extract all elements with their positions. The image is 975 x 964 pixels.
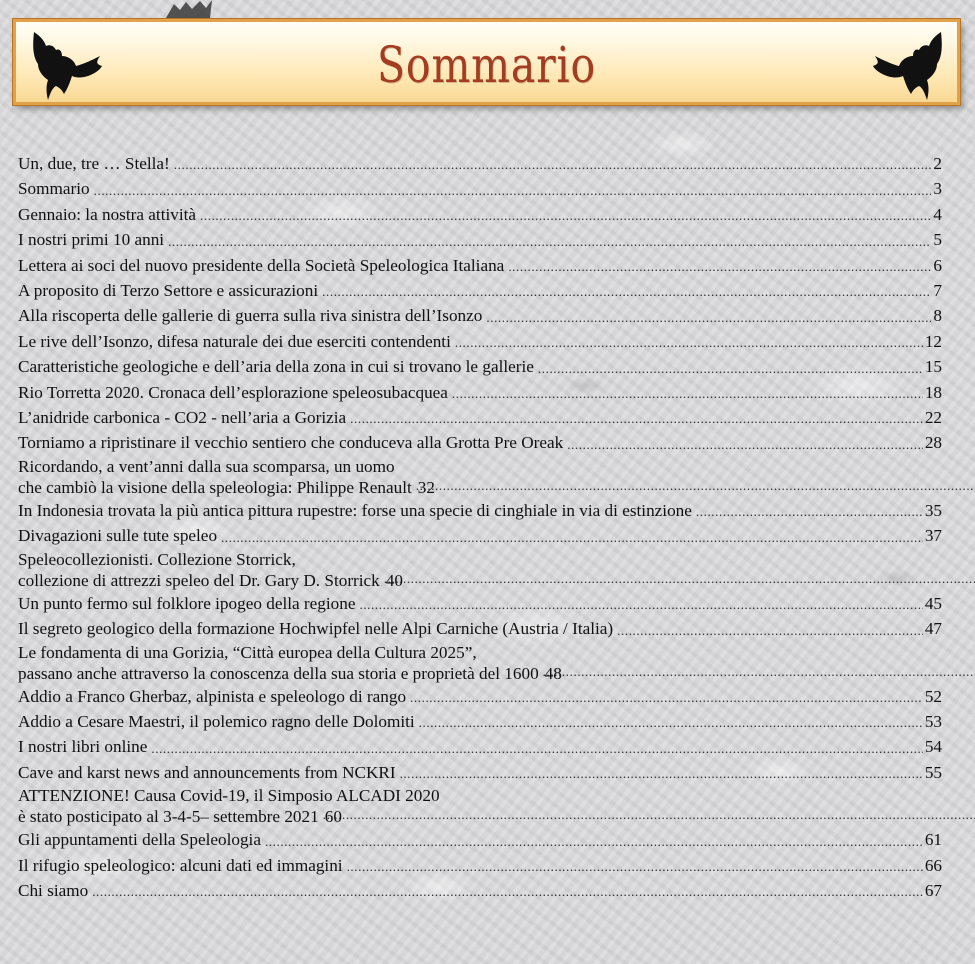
toc-entry-page: 2	[933, 154, 942, 173]
toc-entry-title: Il rifugio speleologico: alcuni dati ed immagini	[18, 855, 343, 875]
toc-entry-page: 67	[924, 880, 942, 900]
toc-entry-page: 66	[924, 855, 942, 875]
toc-entry-page: 54	[924, 737, 942, 757]
toc-entry-title: è stato posticipato al 3-4-5– settembre 2021	[18, 807, 319, 827]
dot-leader	[168, 228, 931, 253]
toc-entry[interactable]	[18, 498, 942, 523]
toc-entry[interactable]	[18, 878, 942, 903]
dot-leader	[94, 177, 932, 202]
toc-entry-title: che cambiò la visione della speleologia: Philippe Renault	[18, 477, 412, 497]
toc-entry[interactable]	[18, 549, 942, 591]
toc-entry-page: 47	[924, 619, 942, 639]
dot-leader	[151, 735, 922, 760]
dot-leader	[322, 278, 931, 303]
toc-entry[interactable]	[18, 853, 942, 878]
toc-entry-page: 48	[544, 663, 562, 683]
toc-entry-page: 32	[417, 477, 435, 497]
toc-entry[interactable]	[18, 227, 942, 252]
toc-entry-title: Sommario	[18, 179, 90, 199]
toc-entry-page: 8	[933, 306, 942, 326]
toc-entry-page: 3	[933, 179, 942, 199]
toc-entry[interactable]	[18, 734, 942, 759]
toc-entry[interactable]	[18, 760, 942, 785]
toc-entry-page: 4	[933, 204, 942, 224]
toc-entry[interactable]	[18, 684, 942, 709]
toc-entry-title: Le rive dell’Isonzo, difesa naturale dei due eserciti contendenti	[18, 331, 451, 351]
toc-entry-page: 6	[933, 255, 942, 275]
toc-entry-title-line1: Ricordando, a vent’anni dalla sua scomparsa, un uomo	[18, 456, 395, 476]
toc-entry-title-line1: ATTENZIONE! Causa Covid-19, il Simposio ALCADI 2020	[18, 786, 440, 806]
toc-entry-title: Un, due, tre … Stella!	[18, 154, 170, 173]
toc-entry-page: 40	[385, 570, 403, 590]
toc-entry-page: 28	[924, 433, 942, 453]
toc-entry[interactable]	[18, 430, 942, 455]
toc-entry-page: 55	[924, 762, 942, 782]
toc-entry-title: I nostri primi 10 anni	[18, 230, 165, 250]
dot-leader	[452, 380, 923, 405]
toc-entry[interactable]	[18, 456, 942, 498]
toc-entry-title: Chi siamo	[18, 880, 89, 900]
toc-entry[interactable]	[18, 709, 942, 734]
toc-entry-page: 61	[924, 830, 942, 850]
toc-entry-title: Gli appuntamenti della Speleologia	[18, 830, 261, 850]
toc-entry-title-line1: Le fondamenta di una Gorizia, “Città europea della Cultura 2025”,	[18, 642, 477, 662]
toc-entry-page: 15	[924, 357, 942, 377]
dot-leader	[200, 202, 931, 227]
toc-entry-page: 5	[933, 230, 942, 250]
dot-leader	[359, 591, 922, 616]
toc-entry[interactable]	[18, 253, 942, 278]
toc-entry-title: Addio a Franco Gherbaz, alpinista e speleologo di rango	[18, 686, 407, 706]
dot-leader	[410, 684, 923, 709]
toc-entry-title: collezione di attrezzi speleo del Dr. Gary D. Storrick	[18, 570, 380, 590]
toc-entry-title: A proposito di Terzo Settore e assicurazioni	[18, 281, 319, 301]
toc-entry[interactable]	[18, 591, 942, 616]
dot-leader	[455, 329, 923, 354]
toc-entry-title: Alla riscoperta delle gallerie di guerra sulla riva sinistra dell’Isonzo	[18, 306, 483, 326]
toc-entry-page: 52	[924, 686, 942, 706]
toc-entry-page: 7	[933, 281, 942, 301]
toc-entry-title: Il segreto geologico della formazione Hochwipfel nelle Alpi Carniche (Austria / Italia)	[18, 619, 614, 639]
toc-entry-title: L’anidride carbonica - CO2 - nell’aria a Gorizia	[18, 408, 347, 428]
toc-entry[interactable]	[18, 354, 942, 379]
toc-entry-page: 53	[924, 711, 942, 731]
toc-entry[interactable]	[18, 380, 942, 405]
toc-entry[interactable]	[18, 642, 942, 684]
toc-entry[interactable]	[18, 303, 942, 328]
toc-entry-page: 12	[924, 331, 942, 351]
dot-leader	[265, 828, 923, 853]
dot-leader	[617, 617, 923, 642]
dot-leader	[174, 151, 932, 176]
toc-entry[interactable]	[18, 278, 942, 303]
dot-leader	[347, 853, 923, 878]
toc-entry-page: 18	[924, 382, 942, 402]
dot-leader	[696, 498, 923, 523]
toc-entry[interactable]	[18, 202, 942, 227]
toc-entry-page: 22	[924, 408, 942, 428]
toc-entry-page: 45	[924, 593, 942, 613]
toc-entry[interactable]	[18, 151, 942, 176]
bat-icon	[865, 30, 945, 102]
dot-leader	[419, 709, 923, 734]
toc-entry[interactable]	[18, 176, 942, 201]
toc-entry-title: In Indonesia trovata la più antica pittura rupestre: forse una specie di cinghiale in via di estinzione	[18, 500, 692, 520]
toc-entry[interactable]	[18, 405, 942, 430]
dot-leader	[400, 760, 923, 785]
page-title: Sommario	[377, 36, 596, 94]
dot-leader	[538, 355, 923, 380]
dot-leader	[350, 405, 923, 430]
toc-entry-title: Torniamo a ripristinare il vecchio sentiero che conduceva alla Grotta Pre Oreak	[18, 433, 564, 453]
toc-entry-title: passano anche attraverso la conoscenza della sua storia e proprietà del 1600	[18, 663, 539, 683]
toc-entry[interactable]	[18, 785, 942, 827]
dot-leader	[508, 253, 931, 278]
toc-entry[interactable]	[18, 827, 942, 852]
toc-entry-title: Cave and karst news and announcements from NCKRI	[18, 762, 396, 782]
toc-entry-title: Un punto fermo sul folklore ipogeo della regione	[18, 593, 356, 613]
toc-entry-title: Addio a Cesare Maestri, il polemico ragno delle Dolomiti	[18, 711, 415, 731]
dot-leader	[221, 524, 923, 549]
toc-entry-title: Lettera ai soci del nuovo presidente della Società Speleologica Italiana	[18, 255, 505, 275]
toc-entry-page: 37	[924, 526, 942, 546]
table-of-contents	[18, 151, 942, 903]
toc-entry-title: Divagazioni sulle tute speleo	[18, 526, 218, 546]
toc-entry-page: 60	[324, 807, 342, 827]
dot-leader	[567, 431, 923, 456]
dot-leader	[92, 878, 923, 903]
title-banner	[13, 19, 960, 105]
toc-entry-title: Rio Torretta 2020. Cronaca dell’esplorazione speleosubacquea	[18, 382, 448, 402]
bat-wing-fragment-icon	[160, 0, 220, 18]
dot-leader	[486, 304, 931, 329]
toc-entry-title: Caratteristiche geologiche e dell’aria della zona in cui si trovano le gallerie	[18, 357, 534, 377]
toc-entry[interactable]	[18, 523, 942, 548]
toc-entry[interactable]	[18, 329, 942, 354]
toc-entry-page: 35	[924, 500, 942, 520]
toc-entry-title: Gennaio: la nostra attività	[18, 204, 197, 224]
toc-entry[interactable]	[18, 616, 942, 641]
toc-entry-title-line1: Speleocollezionisti. Collezione Storrick,	[18, 549, 296, 569]
bat-icon	[30, 30, 110, 102]
toc-entry-title: I nostri libri online	[18, 737, 148, 757]
